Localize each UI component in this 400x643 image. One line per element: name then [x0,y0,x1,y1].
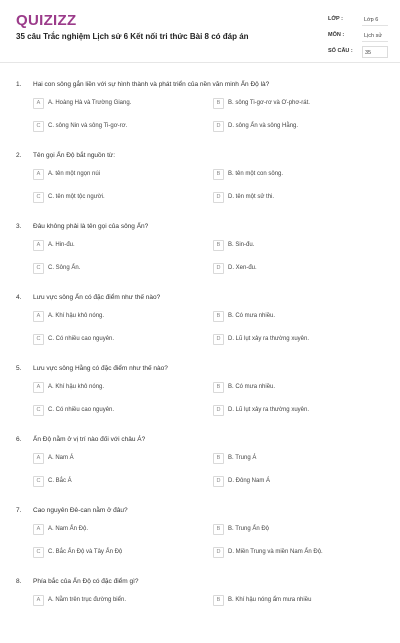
option-letter-box[interactable]: C [33,263,44,274]
option-letter-box[interactable]: B [213,98,224,109]
option-letter-box[interactable]: D [213,192,224,203]
option-text: A. Nam Á [48,455,74,461]
option-letter-box[interactable]: C [33,547,44,558]
option-text: B. tên một con sông. [228,171,284,177]
question-text: Cao nguyên Đê-can nằm ở đâu? [33,507,128,514]
option-letter-box[interactable]: C [33,334,44,345]
question-number: 8. [16,578,22,585]
question-number: 6. [16,436,22,443]
option-letter-box[interactable]: D [213,476,224,487]
option-text: D. Xen-đu. [228,265,257,271]
question-text: Tên gọi Ấn Độ bắt nguồn từ: [33,152,116,159]
option-text: C. Có nhiều cao nguyên. [48,407,115,413]
question-text: Hai con sông gắn liền với sự hình thành và phát triển của nền văn minh Ấn Độ là? [33,81,270,88]
question-item [0,501,400,572]
question-item [0,75,400,146]
option-text: A. Nằm trên trục đường biển. [48,597,126,603]
option-text: B. Có mưa nhiều. [228,313,276,319]
option-letter-box[interactable]: A [33,169,44,180]
meta-row-count [328,46,386,62]
option-text: B. sông Ti-gơ-rơ và Ơ-phơ-rát. [228,100,310,106]
question-item [0,359,400,430]
option-letter-box[interactable]: D [213,263,224,274]
option-text: C. Bắc Ấn Độ và Tây Ấn Độ [48,549,123,555]
option-letter-box[interactable]: D [213,334,224,345]
option-text: C. Sông Ấn. [48,265,81,271]
option-letter-box[interactable]: B [213,169,224,180]
question-number: 1. [16,81,22,88]
option-text: D. sông Ấn và sông Hằng. [228,123,299,129]
header-divider [0,62,400,63]
option-text: A. Khí hậu khô nóng. [48,384,105,390]
option-letter-box[interactable]: B [213,595,224,606]
option-text: A. Hin-đu. [48,242,75,248]
option-text: D. Lũ lụt xảy ra thường xuyên. [228,336,309,342]
option-letter-box[interactable]: C [33,121,44,132]
question-item [0,430,400,501]
question-text: Lưu vực sông Hằng có đặc điểm như thế nào? [33,365,168,372]
question-text: Đâu không phải là tên gọi của sông Ấn? [33,223,149,230]
option-text: D. Đông Nam Á [228,478,271,484]
question-number: 4. [16,294,22,301]
option-text: C. Có nhiều cao nguyên. [48,336,115,342]
worksheet-header [0,0,400,70]
option-letter-box[interactable]: D [213,121,224,132]
option-letter-box[interactable]: C [33,192,44,203]
option-text: C. tên một tộc người. [48,194,105,200]
option-text: B. Có mưa nhiều. [228,384,276,390]
option-text: A. Nam Ấn Độ. [48,526,89,532]
option-letter-box[interactable]: B [213,240,224,251]
option-letter-box[interactable]: B [213,311,224,322]
option-letter-box[interactable]: B [213,524,224,535]
meta-label: LỚP : [328,16,343,22]
question-item [0,217,400,288]
option-letter-box[interactable]: A [33,453,44,464]
option-letter-box[interactable]: B [213,453,224,464]
question-item [0,146,400,217]
question-item [0,288,400,359]
option-letter-box[interactable]: A [33,311,44,322]
meta-label: SỐ CÂU : [328,48,353,54]
question-number: 2. [16,152,22,159]
question-number: 3. [16,223,22,230]
meta-row-grade [328,14,386,30]
option-text: D. Lũ lụt xảy ra thường xuyên. [228,407,309,413]
option-text: A. Khí hậu khô nóng. [48,313,105,319]
option-letter-box[interactable]: D [213,405,224,416]
question-number: 7. [16,507,22,514]
option-letter-box[interactable]: B [213,382,224,393]
question-text: Lưu vực sông Ấn có đặc điểm như thế nào? [33,294,161,301]
option-text: C. Bắc Á [48,478,72,484]
question-text: Ấn Độ nằm ở vị trí nào đối với châu Á? [33,436,146,443]
meta-row-subject [328,30,386,46]
option-text: A. tên một ngọn núi [48,171,101,177]
question-item [0,572,400,643]
option-text: B. Trung Á [228,455,257,461]
meta-value: Lớp 6 [362,14,388,26]
option-letter-box[interactable]: A [33,595,44,606]
question-text: Phía bắc của Ấn Độ có đặc điểm gì? [33,578,139,585]
option-text: B. Khí hậu nóng ẩm mưa nhiều [228,597,312,603]
option-text: D. tên một sử thi. [228,194,275,200]
option-letter-box[interactable]: C [33,405,44,416]
option-text: D. Miền Trung và miền Nam Ấn Độ. [228,549,323,555]
option-letter-box[interactable]: A [33,382,44,393]
option-letter-box[interactable]: A [33,240,44,251]
option-letter-box[interactable]: C [33,476,44,487]
option-text: B. Trung Ấn Độ [228,526,270,532]
question-number: 5. [16,365,22,372]
meta-value: 35 [362,46,388,58]
option-letter-box[interactable]: A [33,98,44,109]
meta-panel [328,14,386,62]
quizizz-logo[interactable]: QUIZIZZ [16,12,77,29]
page-title: 35 câu Trắc nghiệm Lịch sử 6 Kết nối tri thức Bài 8 có đáp án [16,32,249,41]
option-text: B. Sin-đu. [228,242,255,248]
option-text: C. sông Nin và sông Ti-gơ-rơ. [48,123,128,129]
meta-value: Lịch sử [362,30,388,42]
option-letter-box[interactable]: A [33,524,44,535]
meta-label: MÔN : [328,32,345,38]
option-letter-box[interactable]: D [213,547,224,558]
question-list [0,75,400,643]
option-text: A. Hoàng Hà và Trường Giang. [48,100,132,106]
